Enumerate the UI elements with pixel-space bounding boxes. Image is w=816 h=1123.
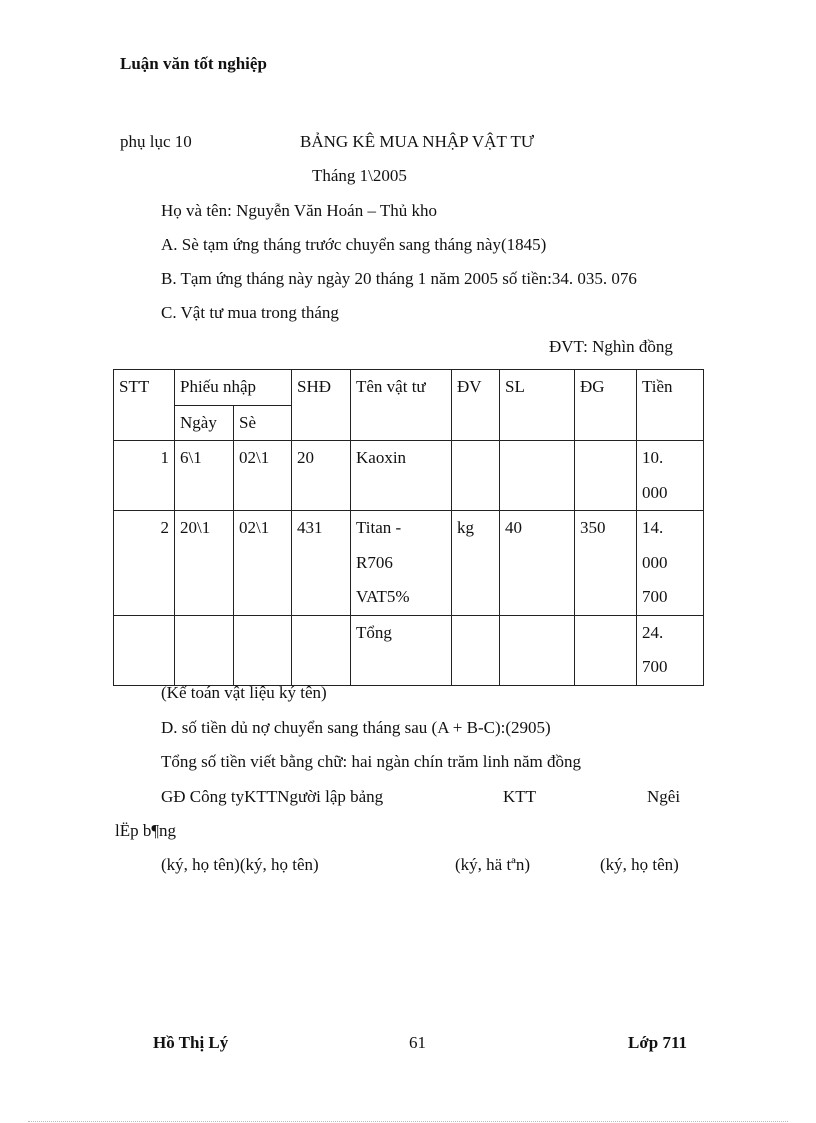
footer-author: Hồ Thị Lý bbox=[153, 1033, 229, 1052]
header-phieu-nhap: Phiếu nhập bbox=[175, 370, 292, 406]
cell-dg bbox=[575, 615, 637, 685]
line-b: B. Tạm ứng tháng này ngày 20 tháng 1 năm 2005 số tiền:34. 035. 076 bbox=[161, 269, 637, 288]
cell-tien bbox=[637, 511, 704, 616]
table-row bbox=[114, 441, 704, 511]
cell-shd: 431 bbox=[292, 511, 351, 616]
signer-ktt: KTT bbox=[503, 787, 537, 806]
header-sl: SL bbox=[500, 370, 575, 441]
cell-dg bbox=[575, 441, 637, 511]
ten-line: VAT5% bbox=[356, 587, 410, 606]
line-c: C. Vật tư mua trong tháng bbox=[161, 303, 339, 322]
appendix-label: phụ lục 10 bbox=[120, 132, 192, 151]
signature-hint-a: (ký, họ tên)(ký, họ tên) bbox=[161, 855, 319, 874]
signature-hint-b: (ký, hä tªn) bbox=[455, 855, 531, 874]
signer-preparer: Ngêi bbox=[647, 787, 681, 806]
header-stt: STT bbox=[114, 370, 175, 441]
tien-line: 000 bbox=[642, 482, 668, 502]
cell-ten-vat-tu bbox=[351, 615, 452, 685]
cell-sl bbox=[500, 441, 575, 511]
footer-class: Lớp 711 bbox=[628, 1033, 688, 1052]
ten-line: Titan - bbox=[356, 518, 402, 537]
tien-line: 14. bbox=[642, 518, 664, 537]
cell-stt bbox=[114, 615, 175, 685]
cell-so: 02\1 bbox=[234, 511, 292, 616]
cell-ngay: 6\1 bbox=[175, 441, 234, 511]
cell-ngay bbox=[175, 615, 234, 685]
signers-line: GĐ Công tyKTTNgười lập bảng bbox=[161, 787, 384, 806]
header-ten-vat-tu: Tên vật tư bbox=[351, 370, 452, 441]
ten-line: Tổng bbox=[356, 622, 392, 642]
cell-dv: kg bbox=[452, 511, 500, 616]
cell-ngay: 20\1 bbox=[175, 511, 234, 616]
header-tien: Tiền bbox=[637, 370, 704, 441]
cell-so: 02\1 bbox=[234, 441, 292, 511]
header-title: Luận văn tốt nghiệp bbox=[120, 54, 267, 73]
table-row bbox=[114, 511, 704, 616]
header-ngay: Ngày bbox=[175, 405, 234, 441]
header-dg: ĐG bbox=[575, 370, 637, 441]
cell-stt: 1 bbox=[114, 441, 175, 511]
cell-shd: 20 bbox=[292, 441, 351, 511]
cell-sl: 40 bbox=[500, 511, 575, 616]
line-d: D. số tiền dủ nợ chuyển sang tháng sau (A + B-C):(2905) bbox=[161, 718, 551, 737]
purchase-table bbox=[113, 369, 704, 686]
table-total-row bbox=[114, 615, 704, 685]
tien-line: 000 bbox=[642, 552, 668, 572]
cell-tien bbox=[637, 441, 704, 511]
tien-line: 700 bbox=[642, 587, 668, 606]
cell-stt: 2 bbox=[114, 511, 175, 616]
cell-shd bbox=[292, 615, 351, 685]
cell-tien bbox=[637, 615, 704, 685]
tien-line: 700 bbox=[642, 657, 668, 676]
signature-hint-c: (ký, họ tên) bbox=[600, 855, 679, 874]
cell-dg: 350 bbox=[575, 511, 637, 616]
page-edge-divider bbox=[28, 1121, 788, 1122]
cell-dv bbox=[452, 441, 500, 511]
cell-dv bbox=[452, 615, 500, 685]
page-title: BẢNG KÊ MUA NHẬP VẬT TƯ bbox=[300, 132, 535, 151]
header-shd: SHĐ bbox=[292, 370, 351, 441]
cell-ten-vat-tu bbox=[351, 441, 452, 511]
header-dv: ĐV bbox=[452, 370, 500, 441]
line-a: A. Sè tạm ứng tháng trước chuyển sang tháng này(1845) bbox=[161, 235, 547, 254]
name-line: Họ và tên: Nguyễn Văn Hoán – Thủ kho bbox=[161, 201, 438, 220]
total-in-words: Tổng số tiền viết bằng chữ: hai ngàn chín trăm linh năm đồng bbox=[161, 752, 581, 771]
cell-so bbox=[234, 615, 292, 685]
unit-label: ĐVT: Nghìn đồng bbox=[549, 337, 673, 356]
sign-note: (Kế toán vật liệu ký tên) bbox=[161, 683, 327, 702]
period-label: Tháng 1\2005 bbox=[312, 166, 407, 185]
footer-page-number: 61 bbox=[409, 1033, 426, 1052]
cell-ten-vat-tu bbox=[351, 511, 452, 616]
header-so: Sè bbox=[234, 405, 292, 441]
ten-line: R706 bbox=[356, 552, 393, 572]
tien-line: 10. bbox=[642, 448, 664, 467]
ten-line: Kaoxin bbox=[356, 448, 407, 467]
table-header-row bbox=[114, 370, 704, 406]
signer-preparer-wrap: lËp b¶ng bbox=[115, 821, 177, 840]
cell-sl bbox=[500, 615, 575, 685]
tien-line: 24. bbox=[642, 622, 664, 642]
